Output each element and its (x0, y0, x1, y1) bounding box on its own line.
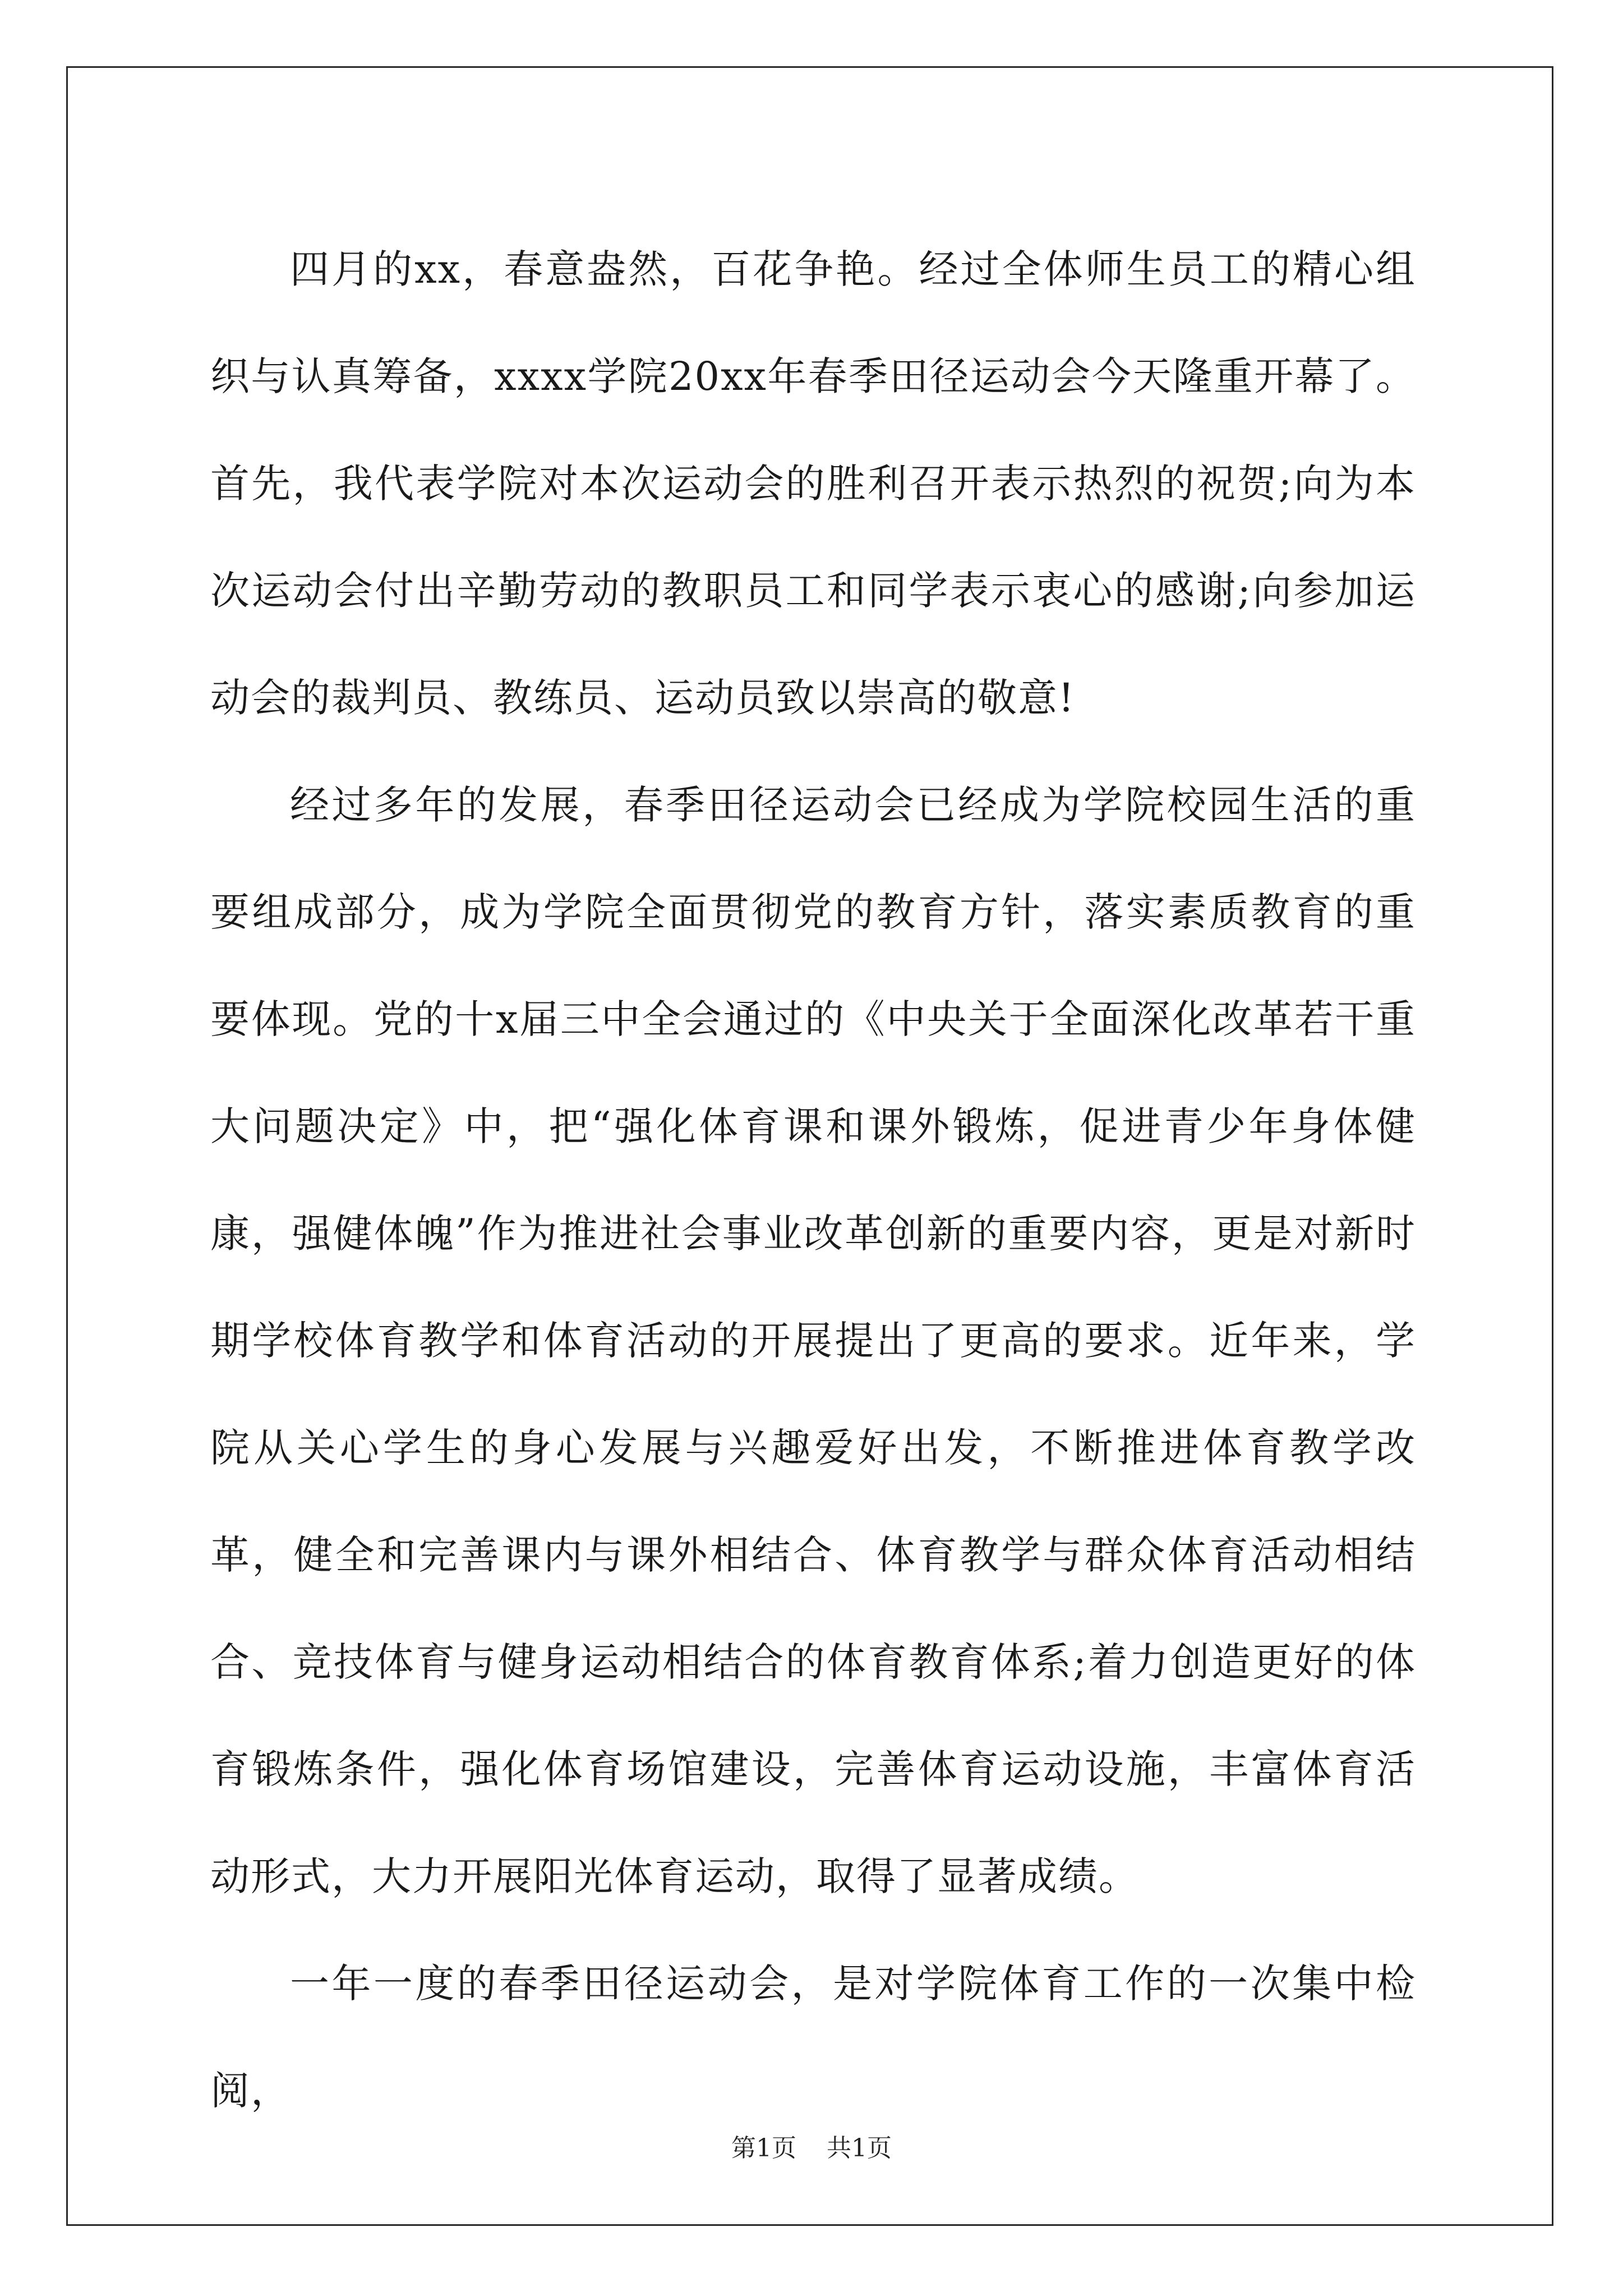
paragraph-3: 一年一度的春季田径运动会，是对学院体育工作的一次集中检阅， (210, 1961, 1416, 2114)
page-number: 第1页 (731, 2134, 796, 2162)
paragraph-2: 经过多年的发展，春季田径运动会已经成为学院校园生活的重要组成部分，成为学院全面贯彻党的教育方针，落实素质教育的重要体现。党的十x届三中全会通过的《中央关于全面深化改革若干重大问题决定》中，把“强化体育课和课外锻炼，促进青少年身体健康，强健体魄”作为推进社会事业改革创新的重要内容，更是对新时期学校体育教学和体育活动的开展提出了更高的要求。近年来，学院从关心学生的身心发展与兴趣爱好出发，不断推进体育教学改革，健全和完善课内与课外相结合、体育教学与群众体育活动相结合、竞技体育与健身运动相结合的体育教育体系;着力创造更好的体育锻炼条件，强化体育场馆建设，完善体育运动设施，丰富体育活动形式，大力开展阳光体育运动，取得了显著成绩。 (210, 782, 1416, 1899)
document-body (210, 216, 1416, 2145)
page-footer (0, 2132, 1623, 2165)
page-total: 共1页 (827, 2134, 892, 2162)
paragraph-1: 四月的xx，春意盎然，百花争艳。经过全体师生员工的精心组织与认真筹备，xxxx学院20xx年春季田径运动会今天隆重开幕了。首先，我代表学院对本次运动会的胜利召开表示热烈的祝贺;向为本次运动会付出辛勤劳动的教职员工和同学表示衷心的感谢;向参加运动会的裁判员、教练员、运动员致以崇高的敬意! (210, 246, 1416, 721)
